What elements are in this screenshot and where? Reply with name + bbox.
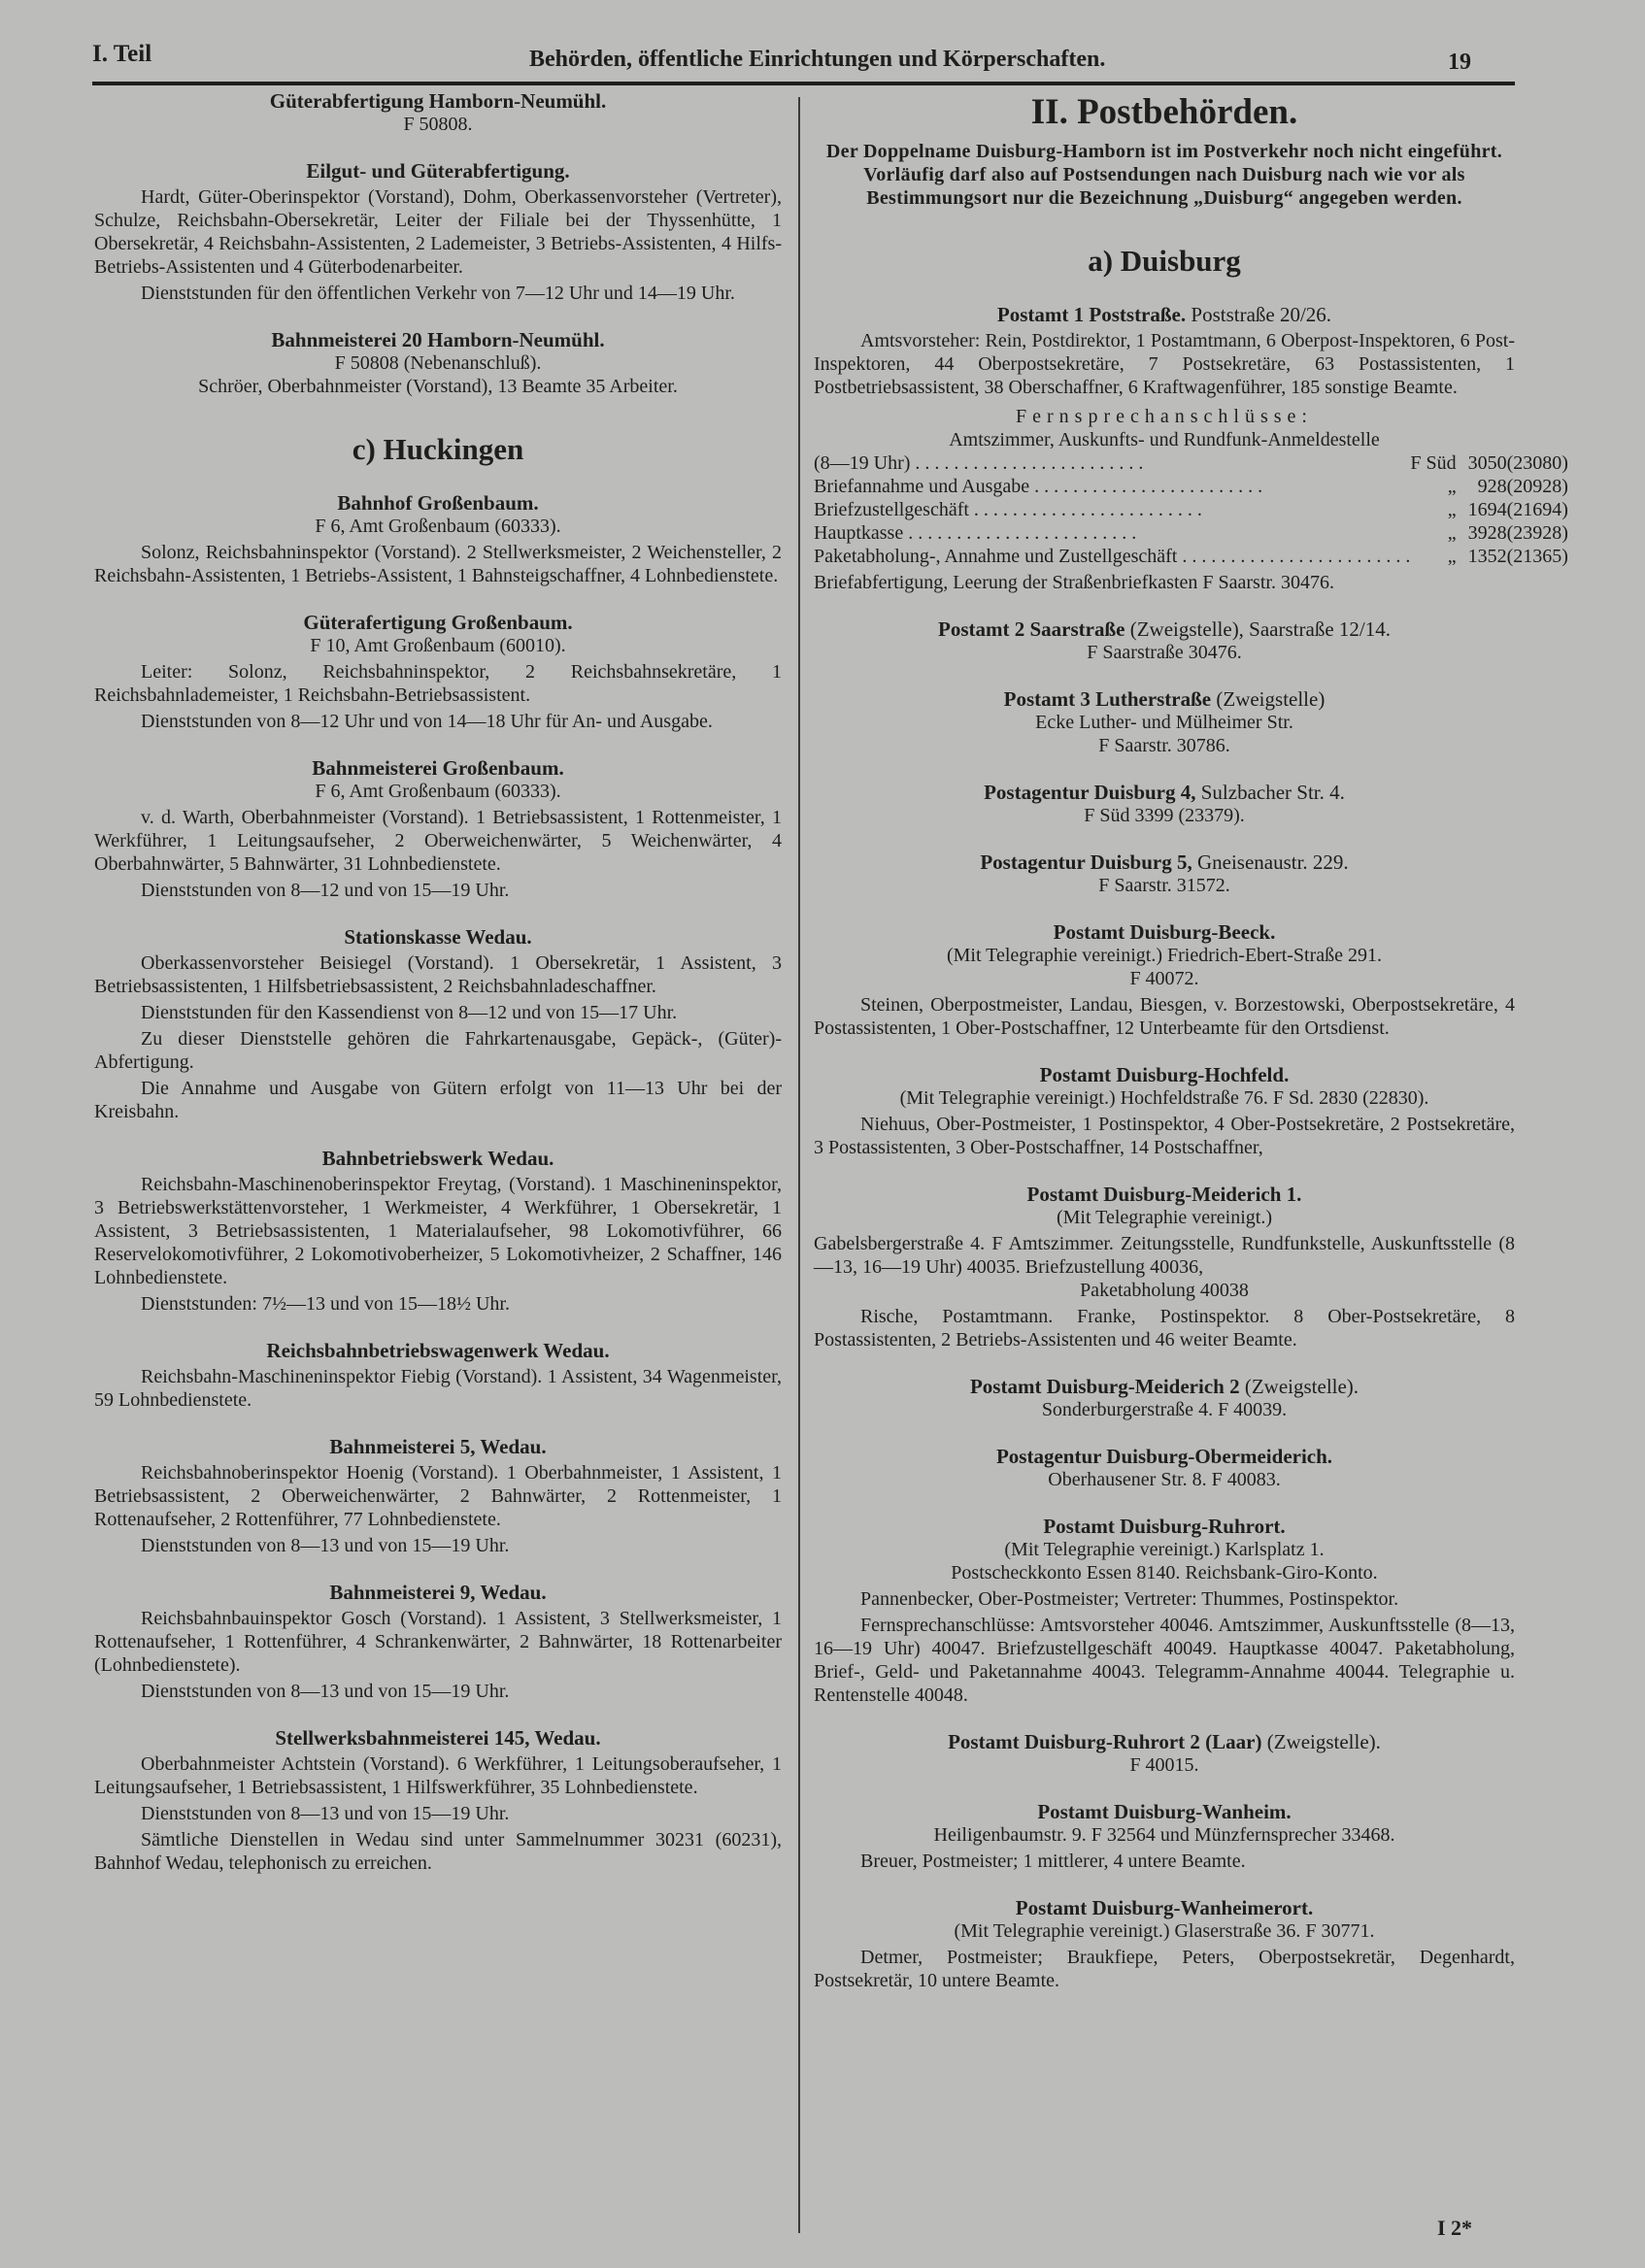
text: Detmer, Postmeister; Braukfiepe, Peters, Oberpostsekretär, Degenhardt, Postsekretär, 10 untere Beamte. [814, 1947, 1515, 1991]
paragraph [94, 710, 782, 733]
text: Briefabfertigung, Leerung der Straßenbriefkasten F Saarstr. 30476. [814, 572, 1334, 593]
paragraph [94, 660, 782, 707]
phone-row [814, 521, 1568, 545]
text: (Mit Telegraphie vereinigt.) Hochfeldstraße 76. F Sd. 2830 (22830). [899, 1087, 1429, 1109]
text: Postscheckkonto Essen 8140. Reichsbank-Giro-Konto. [951, 1562, 1378, 1584]
text: Heiligenbaumstr. 9. F 32564 und Münzfernsprecher 33468. [933, 1824, 1395, 1846]
text: Bahnhof Großenbaum. [337, 491, 539, 515]
text: Hardt, Güter-Oberinspektor (Vorstand), Dohm, Oberkassenvorsteher (Vertreter), Schulze, Reichsbahn-Obersekretär, Leiter der Filiale bei der Thyssenhütte, 1 Obersekretär, 4 Reichsbahn-Assistenten, 2 Lademeister, 3 Betriebs-Assistenten, 4 Hilfs-Betriebs-Assistenten und 4 Güterbodenarbeiter. [94, 186, 782, 278]
chapter-title [814, 91, 1515, 134]
paragraph [814, 1614, 1515, 1707]
centered-line [94, 113, 782, 136]
running-header [92, 37, 1515, 85]
text: Solonz, Reichsbahninspektor (Vorstand). 2 Stellwerksmeister, 2 Weichensteller, 2 Reichsbahn-Assistenten, 1 Betriebs-Assistent, 1 Bahnsteigschaffner, 4 Lohnbedienstete. [94, 542, 782, 586]
text: Stationskasse Wedau. [344, 925, 532, 949]
subsection-heading [814, 243, 1515, 280]
signature-mark: I 2* [1437, 2216, 1473, 2240]
text: (Mit Telegraphie vereinigt.) Glaserstraße 36. F 30771. [954, 1920, 1375, 1942]
centered-line [814, 874, 1515, 897]
phone-row [814, 475, 1568, 498]
text: F Süd 3399 (23379). [1084, 805, 1245, 826]
section-heading [814, 617, 1515, 641]
text: Oberkassenvorsteher Beisiegel (Vorstand). 1 Obersekretär, 1 Assistent, 3 Betriebsassistenten, 1 Hilfsbetriebsassistent, 2 Reichsbahnladeschaffner. [94, 952, 782, 997]
section-heading [94, 756, 782, 780]
centered-line [814, 1538, 1515, 1561]
section-heading [94, 925, 782, 949]
phone-prefix: F Süd [1410, 452, 1457, 474]
text: Ecke Luther- und Mülheimer Str. [1035, 712, 1293, 733]
section-heading [814, 1183, 1515, 1206]
text: Postamt 1 Poststraße. [996, 303, 1187, 326]
right-column [814, 89, 1568, 1992]
text: Schröer, Oberbahnmeister (Vorstand), 13 Beamte 35 Arbeiter. [198, 376, 678, 397]
centered-line [814, 1753, 1515, 1777]
centered-line [814, 944, 1515, 967]
text: Sonderburgerstraße 4. F 40039. [1041, 1399, 1288, 1420]
text: Postamt Duisburg-Ruhrort 2 (Laar) [948, 1730, 1262, 1753]
phone-alt-number: (23080) [1506, 452, 1568, 474]
paragraph [94, 541, 782, 587]
part-label: I. Teil [92, 41, 152, 67]
section-heading [814, 1800, 1515, 1823]
text: Postagentur Duisburg 5, [980, 850, 1192, 874]
section-heading [94, 1581, 782, 1604]
text: Postamt Duisburg-Meiderich 1. [1026, 1183, 1302, 1206]
text: Reichsbahnoberinspektor Hoenig (Vorstand). 1 Oberbahnmeister, 1 Assistent, 1 Betriebsassistent, 2 Oberweichenwärter, 2 Bahnwärter, 2 Rottenmeister, 1 Rottenaufseher, 2 Rottenführer, 77 Lohnbedienstete. [94, 1462, 782, 1530]
text: F 10, Amt Großenbaum (60010). [310, 635, 566, 656]
section-heading [94, 89, 782, 113]
paragraph [94, 1365, 782, 1412]
centered-line [94, 351, 782, 375]
paragraph [94, 879, 782, 902]
centered-line [814, 1279, 1515, 1302]
phone-alt-number: (21365) [1506, 546, 1568, 567]
text: Postamt Duisburg-Ruhrort. [1043, 1515, 1286, 1538]
centered-line [94, 375, 782, 398]
text: F 6, Amt Großenbaum (60333). [315, 781, 561, 802]
centered-line [814, 1823, 1515, 1847]
text: Der Doppelname Duisburg-Hamborn ist im Postverkehr noch nicht eingeführt. Vorläufig darf also auf Postsendungen nach Duisburg nach wie vor als Bestimmungsort nur die Bezeichnung „Duisburg“ angegeben werden. [825, 141, 1503, 209]
text: Dienststunden von 8—12 Uhr und von 14—18 Uhr für An- und Ausgabe. [141, 711, 713, 732]
heading-address: (Zweigstelle). [1244, 1375, 1360, 1398]
page-number: 19 [1448, 50, 1471, 75]
text: Eilgut- und Güterabfertigung. [306, 159, 570, 183]
section-heading [94, 1147, 782, 1170]
phone-row [814, 498, 1568, 521]
text: Niehuus, Ober-Postmeister, 1 Postinspektor, 4 Ober-Postsekretäre, 2 Postsekretäre, 3 Postassistenten, 3 Ober-Postschaffner, 14 Postschaffner, [814, 1114, 1515, 1158]
text: v. d. Warth, Oberbahnmeister (Vorstand). 1 Betriebsassistent, 1 Rottenmeister, 1 Werkführer, 1 Leitungsaufseher, 2 Oberweichenwärter, 5 Weichenwärter, 4 Oberbahnwärter, 5 Bahnwärter, 31 Lohnbedienstete. [94, 807, 782, 875]
phone-label: Hauptkasse . . . . . . . . . . . . . . . . . . . . . . . . [814, 522, 1137, 544]
text: Bahnmeisterei 5, Wedau. [329, 1435, 547, 1458]
phone-prefix: „ [1447, 499, 1457, 520]
text: Güterabfertigung Hamborn-Neumühl. [269, 89, 607, 113]
paragraph [94, 806, 782, 876]
phone-number: 3928 [1467, 522, 1507, 544]
text: Bahnmeisterei Großenbaum. [312, 756, 564, 780]
phone-table [814, 451, 1568, 568]
heading-address: (Zweigstelle) [1216, 687, 1326, 711]
paragraph [94, 1173, 782, 1289]
text: Dienststunden von 8—12 und von 15—19 Uhr. [141, 880, 510, 901]
phone-prefix: „ [1447, 476, 1457, 497]
phone-label: Paketabholung-, Annahme und Zustellgeschäft . . . . . . . . . . . . . . . . . . . . . . . . [814, 546, 1411, 567]
section-heading [814, 1063, 1515, 1086]
centered-line [814, 1086, 1515, 1110]
text: a) Duisburg [1088, 244, 1241, 278]
text: Zu dieser Dienststelle gehören die Fahrkartenausgabe, Gepäck-, (Güter)-Abfertigung. [94, 1028, 782, 1073]
text: (Mit Telegraphie vereinigt.) Friedrich-Ebert-Straße 291. [946, 945, 1383, 966]
centered-line [94, 634, 782, 657]
centered-line [814, 1398, 1515, 1421]
paragraph [94, 185, 782, 279]
paragraph [94, 1027, 782, 1074]
heading-address: Poststraße 20/26. [1191, 303, 1332, 326]
text: F Saarstr. 31572. [1098, 875, 1230, 896]
text: Dienststunden: 7½—13 und von 15—18½ Uhr. [141, 1293, 510, 1315]
section-heading [94, 1339, 782, 1362]
paragraph [814, 329, 1515, 399]
section-heading [94, 159, 782, 183]
text: Pannenbecker, Ober-Postmeister; Vertreter: Thummes, Postinspektor. [860, 1588, 1399, 1610]
text: (Mit Telegraphie vereinigt.) Karlsplatz 1. [1004, 1539, 1325, 1560]
text: Leiter: Solonz, Reichsbahninspektor, 2 Reichsbahnsekretäre, 1 Reichsbahnlademeister, 1 Reichsbahn-Betriebsassistent. [94, 661, 782, 706]
section-heading [94, 491, 782, 515]
paragraph [814, 1305, 1515, 1351]
phone-number: 1352 [1467, 546, 1507, 567]
paragraph [94, 1292, 782, 1316]
paragraph [94, 1828, 782, 1875]
paragraph [94, 1680, 782, 1703]
text: F Saarstr. 30786. [1098, 735, 1230, 756]
text: Die Annahme und Ausgabe von Gütern erfolgt von 11—13 Uhr bei der Kreisbahn. [94, 1078, 782, 1122]
text: Dienststunden für den Kassendienst von 8—12 und von 15—17 Uhr. [141, 1002, 678, 1023]
paragraph [94, 1001, 782, 1024]
heading-address: Gneisenaustr. 229. [1196, 850, 1349, 874]
paragraph [814, 571, 1515, 594]
section-heading [814, 781, 1515, 804]
text: Rische, Postamtmann. Franke, Postinspektor. 8 Ober-Postsekretäre, 8 Postassistenten, 2 Betriebs-Assistenten und 46 weiter Beamte. [814, 1306, 1515, 1351]
phone-label: Briefannahme und Ausgabe . . . . . . . . . . . . . . . . . . . . . . . . [814, 476, 1263, 497]
centered-line [814, 428, 1515, 451]
text: F 6, Amt Großenbaum (60333). [315, 516, 561, 537]
text: Güterafertigung Großenbaum. [303, 611, 573, 634]
notice-text [814, 140, 1515, 210]
paragraph [94, 1077, 782, 1123]
text: Breuer, Postmeister; 1 mittlerer, 4 untere Beamte. [860, 1851, 1246, 1872]
section-heading [814, 1515, 1515, 1538]
section-heading [94, 1435, 782, 1458]
text: Postamt 2 Saarstraße [938, 617, 1125, 641]
column-divider [798, 97, 800, 2233]
text: Oberbahnmeister Achtstein (Vorstand). 6 Werkführer, 1 Leitungsoberaufseher, 1 Leitungsaufseher, 1 Betriebsassistent, 1 Hilfswerkführer, 35 Lohnbedienstete. [94, 1753, 782, 1798]
phone-list-heading [814, 405, 1515, 428]
text: Reichsbahnbauinspektor Gosch (Vorstand). 1 Assistent, 3 Stellwerksmeister, 1 Rottenaufseher, 1 Rottenführer, 4 Schrankenwärter, 2 Bahnwärter, 18 Rottenarbeiter (Lohnbedienstete). [94, 1608, 782, 1676]
phone-prefix: „ [1447, 546, 1457, 567]
text: Dienststunden für den öffentlichen Verkehr von 7—12 Uhr und 14—19 Uhr. [141, 283, 735, 304]
paragraph [814, 1946, 1515, 1992]
text: II. Postbehörden. [1030, 92, 1298, 132]
heading-address: (Zweigstelle). [1266, 1730, 1381, 1753]
text: Postamt Duisburg-Beeck. [1053, 920, 1276, 944]
centered-line [814, 1919, 1515, 1943]
text: Dienststunden von 8—13 und von 15—19 Uhr. [141, 1681, 510, 1702]
text: Dienststunden von 8—13 und von 15—19 Uhr. [141, 1803, 510, 1824]
phone-row [814, 545, 1568, 568]
text: F 40015. [1129, 1754, 1199, 1776]
text: Fernsprechanschlüsse: [1016, 406, 1313, 427]
section-heading [94, 611, 782, 634]
text: Postamt Duisburg-Meiderich 2 [969, 1375, 1240, 1398]
paragraph [94, 1461, 782, 1531]
section-heading [814, 1445, 1515, 1468]
phone-alt-number: (23928) [1506, 522, 1568, 544]
text: Oberhausener Str. 8. F 40083. [1048, 1469, 1281, 1490]
section-heading [814, 1896, 1515, 1919]
centered-line [814, 1561, 1515, 1584]
heading-address: (Zweigstelle), Saarstraße 12/14. [1129, 617, 1391, 641]
phone-number: 3050 [1467, 452, 1507, 474]
text: Reichsbahn-Maschinenoberinspektor Freytag, (Vorstand). 1 Maschineninspektor, 3 Betriebswerkstättenvorsteher, 1 Werkmeister, 4 Werkführer, 1 Obersekretär, 1 Assistent, 3 Betriebsassistenten, 1 Materialaufseher, 98 Lokomotivführer, 66 Reservelokomotivführer, 2 Lokomotivoberheizer, 5 Lokomotivheizer, 2 Schaffner, 146 Lohnbedienstete. [94, 1174, 782, 1288]
text: F Saarstraße 30476. [1087, 642, 1242, 663]
phone-number: 928 [1477, 476, 1507, 497]
phone-number: 1694 [1467, 499, 1507, 520]
text: Paketabholung 40038 [1080, 1280, 1249, 1301]
text: Fernsprechanschlüsse: Amtsvorsteher 40046. Amtszimmer, Auskunftsstelle (8—13, 16—19 Uhr) 40047. Briefzustellgeschäft 40049. Hauptkasse 40047. Paketabholung, Brief-, Geld- und Paketannahme 40043. Telegramm-Annahme 40044. Telegraphie u. Rentenstelle 40048. [814, 1615, 1515, 1706]
text: Postamt Duisburg-Hochfeld. [1039, 1063, 1290, 1086]
phone-alt-number: (20928) [1506, 476, 1568, 497]
left-column [94, 89, 782, 1875]
text: Steinen, Oberpostmeister, Landau, Biesgen, v. Borzestowski, Oberpostsekretäre, 4 Postassistenten, 1 Ober-Postschaffner, 12 Unterbeamte für den Ortsdienst. [814, 994, 1515, 1039]
paragraph [94, 951, 782, 998]
text: (Mit Telegraphie vereinigt.) [1056, 1207, 1273, 1228]
subsection-heading [94, 431, 782, 468]
centered-line [814, 641, 1515, 664]
text: Postagentur Duisburg-Obermeiderich. [995, 1445, 1333, 1468]
phone-alt-number: (21694) [1506, 499, 1568, 520]
paragraph [94, 1802, 782, 1825]
centered-line [814, 734, 1515, 757]
centered-line [814, 967, 1515, 990]
centered-line [94, 780, 782, 803]
centered-line [814, 711, 1515, 734]
text: Sämtliche Dienstellen in Wedau sind unter Sammelnummer 30231 (60231), Bahnhof Wedau, telephonisch zu erreichen. [94, 1829, 782, 1874]
text: Postamt 3 Lutherstraße [1003, 687, 1212, 711]
paragraph [814, 993, 1515, 1040]
section-heading [814, 687, 1515, 711]
text: F 40072. [1129, 968, 1199, 989]
centered-line [94, 515, 782, 538]
paragraph [814, 1232, 1515, 1279]
phone-label: (8—19 Uhr) . . . . . . . . . . . . . . . . . . . . . . . . [814, 452, 1144, 474]
text: Bahnmeisterei 9, Wedau. [329, 1581, 547, 1604]
text: F 50808. [403, 114, 473, 135]
section-heading [94, 328, 782, 351]
running-title: Behörden, öffentliche Einrichtungen und Körperschaften. [529, 47, 1106, 72]
paragraph [814, 1850, 1515, 1873]
phone-row [814, 451, 1568, 475]
text: Gabelsbergerstraße 4. F Amtszimmer. Zeitungsstelle, Rundfunkstelle, Auskunftsstelle (8—13, 16—19 Uhr) 40035. Briefzustellung 40036, [814, 1233, 1515, 1278]
heading-address: Sulzbacher Str. 4. [1200, 781, 1345, 804]
text: Bahnbetriebswerk Wedau. [321, 1147, 554, 1170]
text: Postagentur Duisburg 4, [984, 781, 1196, 804]
text: Amtsvorsteher: Rein, Postdirektor, 1 Postamtmann, 6 Oberpost-Inspektoren, 6 Post-Inspektoren, 44 Oberpostsekretäre, 7 Postsekretäre, 63 Postassistenten, 1 Postbetriebsassistent, 38 Oberschaffner, 6 Kraftwagenführer, 185 sonstige Beamte. [814, 330, 1515, 398]
paragraph [94, 1534, 782, 1557]
section-heading [814, 303, 1515, 326]
text: Postamt Duisburg-Wanheim. [1037, 1800, 1292, 1823]
text: Reichsbahnbetriebswagenwerk Wedau. [266, 1339, 610, 1362]
text: Bahnmeisterei 20 Hamborn-Neumühl. [271, 328, 605, 351]
paragraph [814, 1587, 1515, 1611]
text: Reichsbahn-Maschineninspektor Fiebig (Vorstand). 1 Assistent, 34 Wagenmeister, 59 Lohnbedienstete. [94, 1366, 782, 1411]
text: Dienststunden von 8—13 und von 15—19 Uhr. [141, 1535, 510, 1556]
paragraph [814, 1113, 1515, 1159]
paragraph [94, 282, 782, 305]
section-heading [814, 1730, 1515, 1753]
centered-line [814, 1206, 1515, 1229]
text: c) Huckingen [352, 432, 524, 466]
paragraph [94, 1607, 782, 1677]
text: F 50808 (Nebenanschluß). [334, 352, 542, 374]
text: Stellwerksbahnmeisterei 145, Wedau. [275, 1726, 601, 1750]
phone-prefix: „ [1447, 522, 1457, 544]
section-heading [814, 1375, 1515, 1398]
paragraph [94, 1752, 782, 1799]
centered-line [814, 1468, 1515, 1491]
centered-line [814, 804, 1515, 827]
text: Postamt Duisburg-Wanheimerort. [1015, 1896, 1314, 1919]
phone-label: Briefzustellgeschäft . . . . . . . . . . . . . . . . . . . . . . . . [814, 499, 1202, 520]
section-heading [814, 850, 1515, 874]
section-heading [814, 920, 1515, 944]
text: Amtszimmer, Auskunfts- und Rundfunk-Anmeldestelle [949, 429, 1380, 450]
section-heading [94, 1726, 782, 1750]
